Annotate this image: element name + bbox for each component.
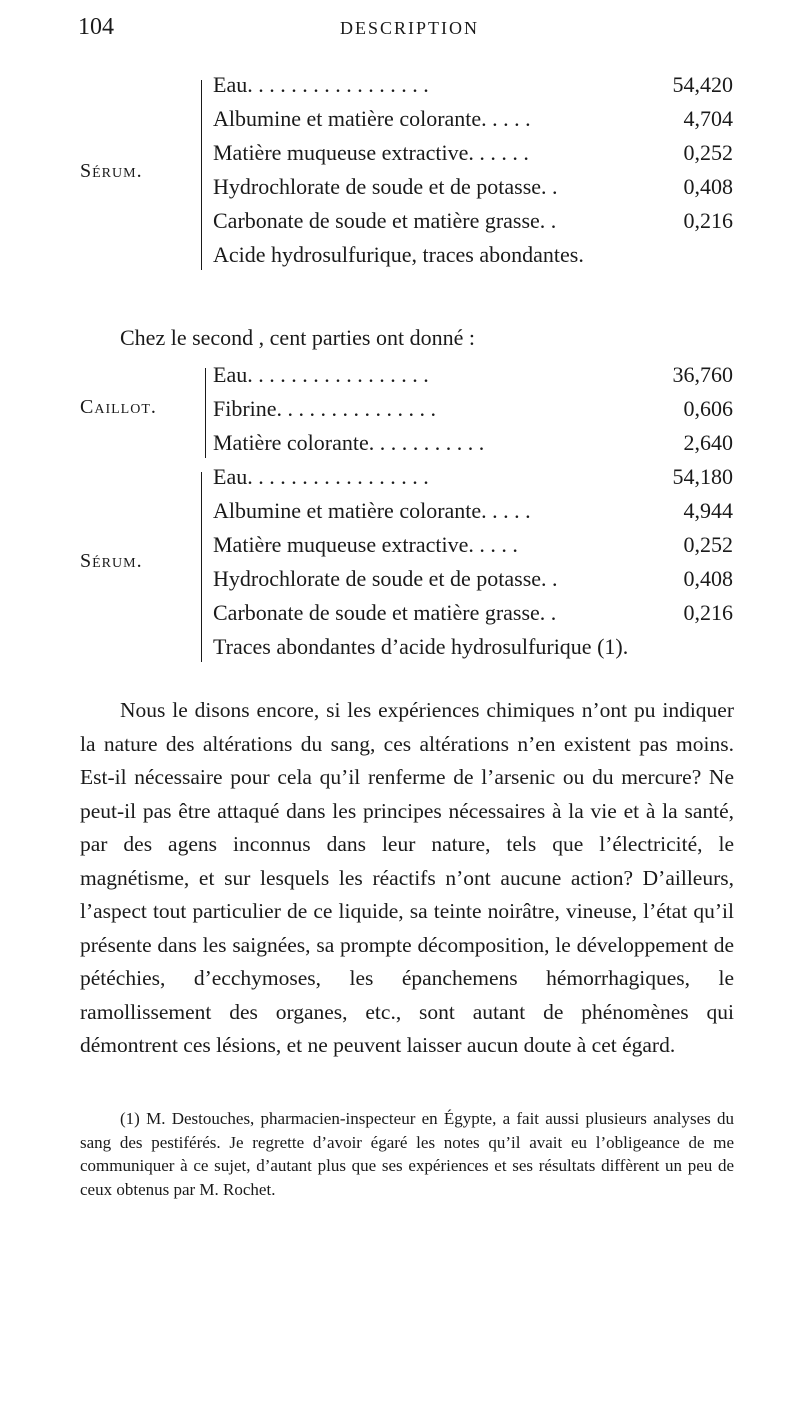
table-row: Albumine et matière colorante. . . . . 4,704 xyxy=(213,106,733,131)
page-header xyxy=(78,14,733,54)
table-row: Eau. . . . . . . . . . . . . . . . . 36,760 xyxy=(213,362,733,387)
brace-caillot xyxy=(205,368,212,458)
table-row: Eau. . . . . . . . . . . . . . . . . 54,180 xyxy=(213,464,733,489)
table-row: Traces abondantes d’acide hydrosulfurique (1). xyxy=(213,634,629,659)
table-row: Matière colorante. . . . . . . . . . . 2,640 xyxy=(213,430,733,455)
caillot-label: Caillot. xyxy=(80,396,157,418)
table-row: Carbonate de soude et matière grasse. . 0,216 xyxy=(213,600,733,625)
intro-line: Chez le second , cent parties ont donné : xyxy=(120,325,475,350)
table-row: Albumine et matière colorante. . . . . 4,944 xyxy=(213,498,733,523)
table-row: Matière muqueuse extractive. . . . . . 0,252 xyxy=(213,140,733,165)
serum-label-1: Sérum. xyxy=(80,160,143,182)
footnote: (1) M. Destouches, pharmacien-inspecteur en Égypte, a fait aussi plusieurs analyses du sang des pestiférés. Je regrette d’avoir égaré les notes qu’il avait eu l’obligeance de me communiquer à ce sujet, d’autant plus que ses expériences et ses résultats diffèrent un peu de ceux obtenus par M. Rochet. xyxy=(80,1109,734,1199)
table-row: Fibrine. . . . . . . . . . . . . . . 0,606 xyxy=(213,396,733,421)
table-row: Matière muqueuse extractive. . . . . 0,252 xyxy=(213,532,733,557)
running-head: DESCRIPTION xyxy=(340,18,480,38)
body-paragraph: Nous le disons encore, si les expériences chimiques n’ont pu indiquer la nature des altérations du sang, ces altérations n’en existent pas moins. Est-il nécessaire pour cela qu’il renferme de l’arsenic ou du mercure? Ne peut-il pas être attaqué dans les principes nécessaires à la vie et à la santé, par des agens inconnus dans leur nature, tels que l’électricité, le magnétisme, et sur lesquels les réactifs n’ont aucune action? D’ailleurs, l’aspect tout particulier de ce liquide, sa teinte noirâtre, vineuse, l’état qu’il présente dans les saignées, sa prompte décomposition, le développement de pétéchies, d’ecchymoses, les épanchemens hémorrhagiques, le ramollissement des organes, etc., sont autant de phénomènes qui démontrent ces lésions, et ne peuvent laisser aucun doute à cet égard. xyxy=(80,698,734,1057)
page-number: 104 xyxy=(78,14,114,40)
table-row: Acide hydrosulfurique, traces abondantes. xyxy=(213,242,584,267)
table-row: Hydrochlorate de soude et de potasse. . 0,408 xyxy=(213,174,733,199)
table-row: Hydrochlorate de soude et de potasse. . 0,408 xyxy=(213,566,733,591)
brace-serum-2 xyxy=(201,472,208,662)
brace-serum-1 xyxy=(201,80,208,270)
serum-label-2: Sérum. xyxy=(80,550,143,572)
table-row: Eau. . . . . . . . . . . . . . . . . 54,420 xyxy=(213,72,733,97)
table-row: Carbonate de soude et matière grasse. . 0,216 xyxy=(213,208,733,233)
